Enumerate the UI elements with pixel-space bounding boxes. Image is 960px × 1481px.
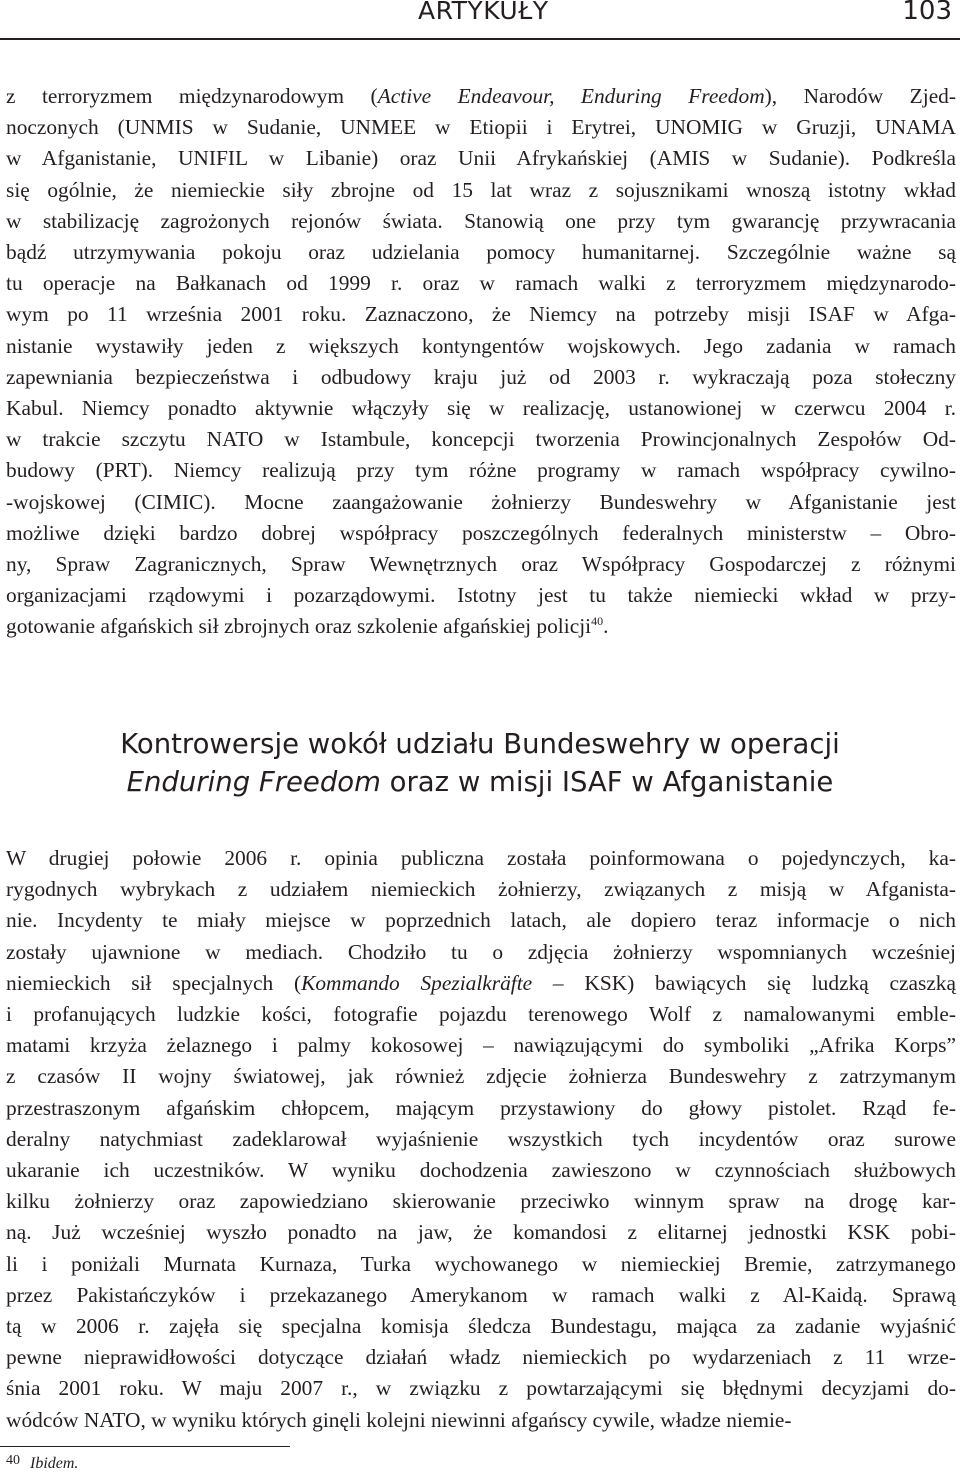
page-number: 103 [902,0,952,26]
text-line: matami krzyża żelaznego i palmy kokosowej – nawiązującymi do symboliki „Afrika Korps” [6,1033,956,1058]
text-line: li i poniżali Murnata Kurnaza, Turka wychowanego w niemieckiej Bremie, zatrzymanego [6,1251,956,1276]
section-heading [0,725,960,801]
text-line: W drugiej połowie 2006 r. opinia publiczna została poinformowana o pojedynczych, ka- [6,846,956,870]
text-line: budowy (PRT). Niemcy realizują przy tym różne programy w ramach współpracy cywilno- [6,458,956,483]
text-line: tą w 2006 r. zajęła się specjalna komisja śledcza Bundestagu, mająca za zadanie wyjaśnić [6,1314,956,1339]
text-line: możliwe dzięki bardzo dobrej współpracy poszczególnych federalnych ministerstw – Obro- [6,520,956,545]
text-line: i profanujących ludzkie kości, fotografie pojazdu terenowego Wolf z namalowanymi emble- [6,1002,956,1027]
text-line: nie. Incydenty te miały miejsce w poprzednich latach, ale dopiero teraz informacje o nich [6,908,956,933]
footnote-text: Ibidem. [30,1455,79,1472]
text-line: przestraszonym afgańskim chłopcem, mającym przystawiony do głowy pistolet. Rząd fe- [6,1095,956,1120]
text-line: wódców NATO, w wyniku których ginęli kolejni niewinni afgańscy cywile, władze niemie- [6,1407,792,1432]
text-line: wym po 11 września 2001 roku. Zaznaczono, że Niemcy na potrzeby misji ISAF w Afga- [6,302,956,327]
text-line: ny, Spraw Zagranicznych, Spraw Wewnętrznych oraz Współpracy Gospodarczej z różnymi [6,552,956,577]
text-line: zapewniania bezpieczeństwa i odbudowy kraju już od 2003 r. wykraczają poza stołeczny [6,364,956,389]
footnote-number: 40 [6,1453,20,1468]
heading-line-2 [0,763,960,801]
text-line: tu operacje na Bałkanach od 1999 r. oraz w ramach walki z terroryzmem międzynarodo- [6,271,956,296]
footnote-rule [0,1446,290,1447]
text-line: Kabul. Niemcy ponadto aktywnie włączyły się w realizację, ustanowionej w czerwcu 2004 r. [6,396,956,421]
text-line: z czasów II wojny światowej, jak również zdjęcie żołnierza Bundeswehry z zatrzymanym [6,1064,956,1089]
body-paragraph-2 [6,843,956,1436]
text-line: kilku żołnierzy oraz zapowiedziano skierowanie przeciwko winnym spraw na drogę kar- [6,1189,956,1214]
text-line: w stabilizację zagrożonych rejonów świata. Stanowią one przy tym gwarancję przywracania [6,208,956,233]
section-title: ARTYKUŁY [418,0,549,25]
body-paragraph-1 [6,81,956,643]
heading-italic-term: Enduring Freedom [126,766,381,798]
heading-line-2-rest: oraz w misji ISAF w Afganistanie [380,766,834,798]
text-line: się ogólnie, że niemieckie siły zbrojne od 15 lat wraz z sojusznikami wnoszą istotny wkład [6,177,956,202]
text-line: w trakcie szczytu NATO w Istambule, koncepcji tworzenia Prowincjonalnych Zespołów Od- [6,427,956,452]
text-line: ukaranie ich uczestników. W wyniku dochodzenia zawieszono w czynnościach służbowych [6,1158,956,1183]
text-line: gotowanie afgańskich sił zbrojnych oraz szkolenie afgańskiej policji$^{40}$. [6,614,609,639]
text-line: -wojskowej (CIMIC). Mocne zaangażowanie żołnierzy Bundeswehry w Afganistanie jest [6,489,956,514]
header-rule [0,38,960,40]
text-line: nistanie wystawiły jeden z większych kontyngentów wojskowych. Jego zadania w ramach [6,333,956,358]
text-line: pewne nieprawidłowości dotyczące działań władz niemieckich po wydarzeniach z 11 wrze- [6,1345,956,1370]
heading-line-1: Kontrowersje wokół udziału Bundeswehry w operacji [120,728,840,760]
text-line: z terroryzmem międzynarodowym (Active Endeavour, Enduring Freedom), Narodów Zjed- [6,84,957,108]
text-line: niemieckich sił specjalnych (Kommando Spezialkräfte – KSK) bawiących się ludzką czaszką [6,970,957,995]
text-line: w Afganistanie, UNIFIL w Libanie) oraz Unii Afrykańskiej (AMIS w Sudanie). Podkreśla [6,146,956,171]
footnote [6,1451,78,1474]
running-head [0,0,960,38]
text-line: zostały ujawnione w mediach. Chodziło tu o zdjęcia żołnierzy wspomnianych wcześniej [6,939,956,964]
text-line: bądź utrzymywania pokoju oraz udzielania pomocy humanitarnej. Szczególnie ważne są [6,240,956,265]
text-line: ną. Już wcześniej wyszło ponadto na jaw, że komandosi z elitarnej jednostki KSK pobi- [6,1220,956,1245]
text-line: organizacjami rządowymi i pozarządowymi. Istotny jest tu także niemiecki wkład w przy- [6,583,956,608]
text-line: deralny natychmiast zadeklarował wyjaśnienie wszystkich tych incydentów oraz surowe [6,1126,956,1151]
text-line: przez Pakistańczyków i przekazanego Amerykanom w ramach walki z Al-Kaidą. Sprawą [6,1282,956,1307]
text-line: rygodnych wybrykach z udziałem niemieckich żołnierzy, związanych z misją w Afganista- [6,877,956,902]
text-line: śnia 2001 roku. W maju 2007 r., w związku z powtarzającymi się błędnymi decyzjami do- [6,1376,956,1401]
text-line: noczonych (UNMIS w Sudanie, UNMEE w Etiopii i Erytrei, UNOMIG w Gruzji, UNAMA [6,115,956,140]
